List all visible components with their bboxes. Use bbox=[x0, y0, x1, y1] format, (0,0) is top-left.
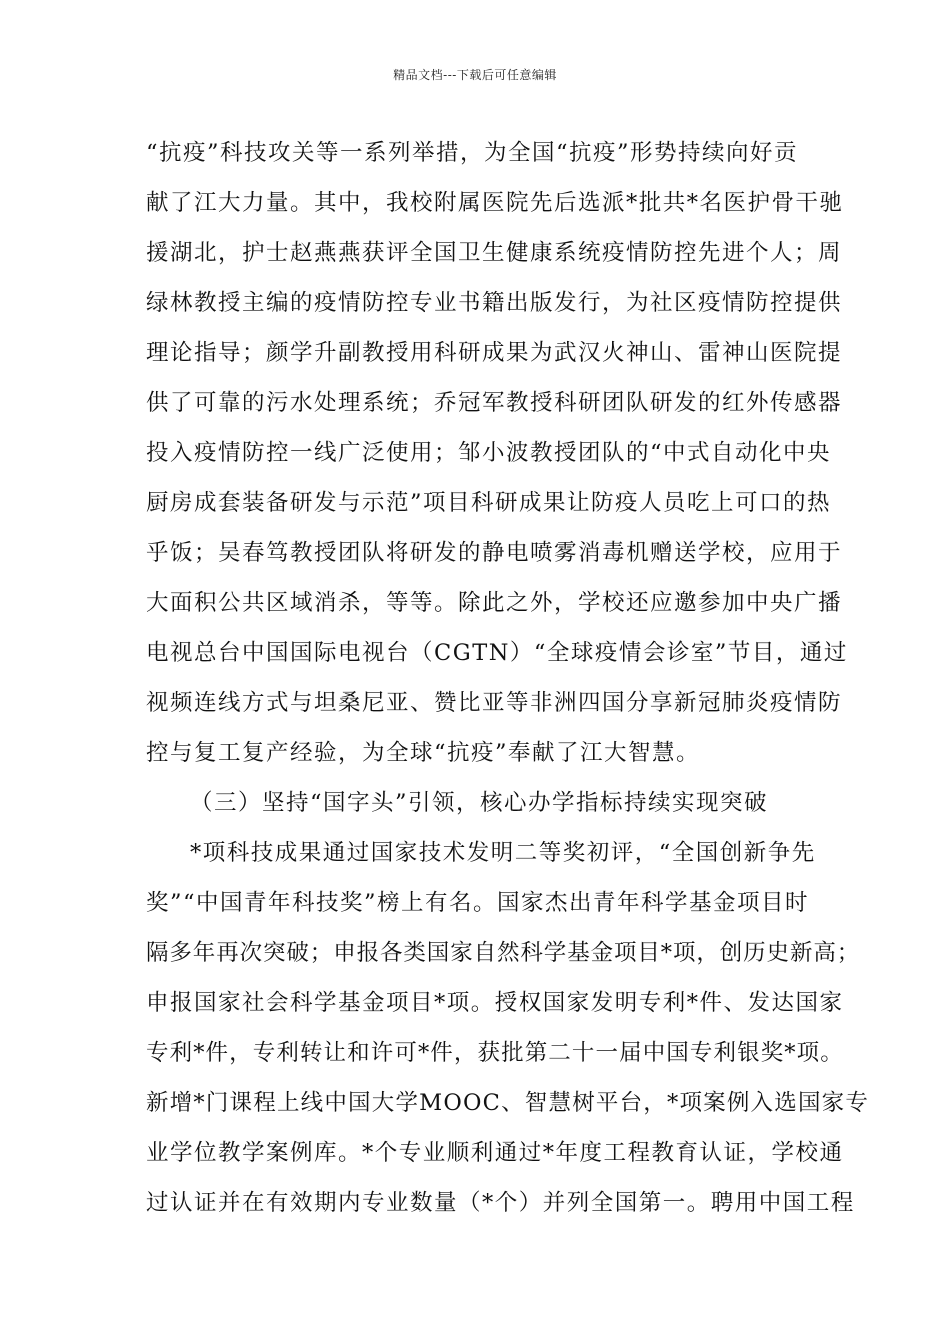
body-line: *项科技成果通过国家技术发明二等奖初评，“全国创新争先 bbox=[190, 840, 816, 866]
body-line: 申报国家社会科学基金项目*项。授权国家发明专利*件、发达国家 bbox=[146, 990, 844, 1016]
section-heading: （三）坚持“国字头”引领，核心办学指标持续实现突破 bbox=[190, 790, 769, 816]
body-line: 专利*件，专利转让和许可*件，获批第二十一届中国专利银奖*项。 bbox=[146, 1040, 844, 1066]
body-line: 供了可靠的污水处理系统；乔冠军教授科研团队研发的红外传感器 bbox=[146, 390, 843, 416]
body-line: 隔多年再次突破；申报各类国家自然科学基金项目*项，创历史新高； bbox=[146, 940, 861, 966]
body-line: 投入疫情防控一线广泛使用；邹小波教授团队的“中式自动化中央 bbox=[146, 440, 832, 466]
body-line: 援湖北，护士赵燕燕获评全国卫生健康系统疫情防控先进个人；周 bbox=[146, 240, 843, 266]
body-line: 乎饭；吴春笃教授团队将研发的静电喷雾消毒机赠送学校，应用于 bbox=[146, 540, 843, 566]
body-line: “抗疫”科技攻关等一系列举措，为全国“抗疫”形势持续向好贡 bbox=[146, 140, 799, 166]
body-line: 电视总台中国国际电视台（CGTN）“全球疫情会诊室”节目，通过 bbox=[146, 640, 848, 666]
body-line: 新增*门课程上线中国大学MOOC、智慧树平台，*项案例入选国家专 bbox=[146, 1090, 870, 1116]
body-line: 控与复工复产经验，为全球“抗疫”奉献了江大智慧。 bbox=[146, 740, 701, 766]
body-line: 理论指导；颜学升副教授用科研成果为武汉火神山、雷神山医院提 bbox=[146, 340, 843, 366]
body-line: 过认证并在有效期内专业数量（*个）并列全国第一。聘用中国工程 bbox=[146, 1190, 855, 1216]
body-line: 厨房成套装备研发与示范”项目科研成果让防疫人员吃上可口的热 bbox=[146, 490, 832, 516]
body-line: 献了江大力量。其中，我校附属医院先后选派*批共*名医护骨干驰 bbox=[146, 190, 844, 216]
body-line: 奖”“中国青年科技奖”榜上有名。国家杰出青年科学基金项目时 bbox=[146, 890, 810, 916]
body-line: 视频连线方式与坦桑尼亚、赞比亚等非洲四国分享新冠肺炎疫情防 bbox=[146, 690, 843, 716]
page-header: 精品文档---下载后可任意编辑 bbox=[393, 68, 557, 82]
body-line: 绿林教授主编的疫情防控专业书籍出版发行，为社区疫情防控提供 bbox=[146, 290, 843, 316]
body-line: 业学位教学案例库。*个专业顺利通过*年度工程教育认证，学校通 bbox=[146, 1140, 844, 1166]
body-line: 大面积公共区域消杀，等等。除此之外，学校还应邀参加中央广播 bbox=[146, 590, 843, 616]
